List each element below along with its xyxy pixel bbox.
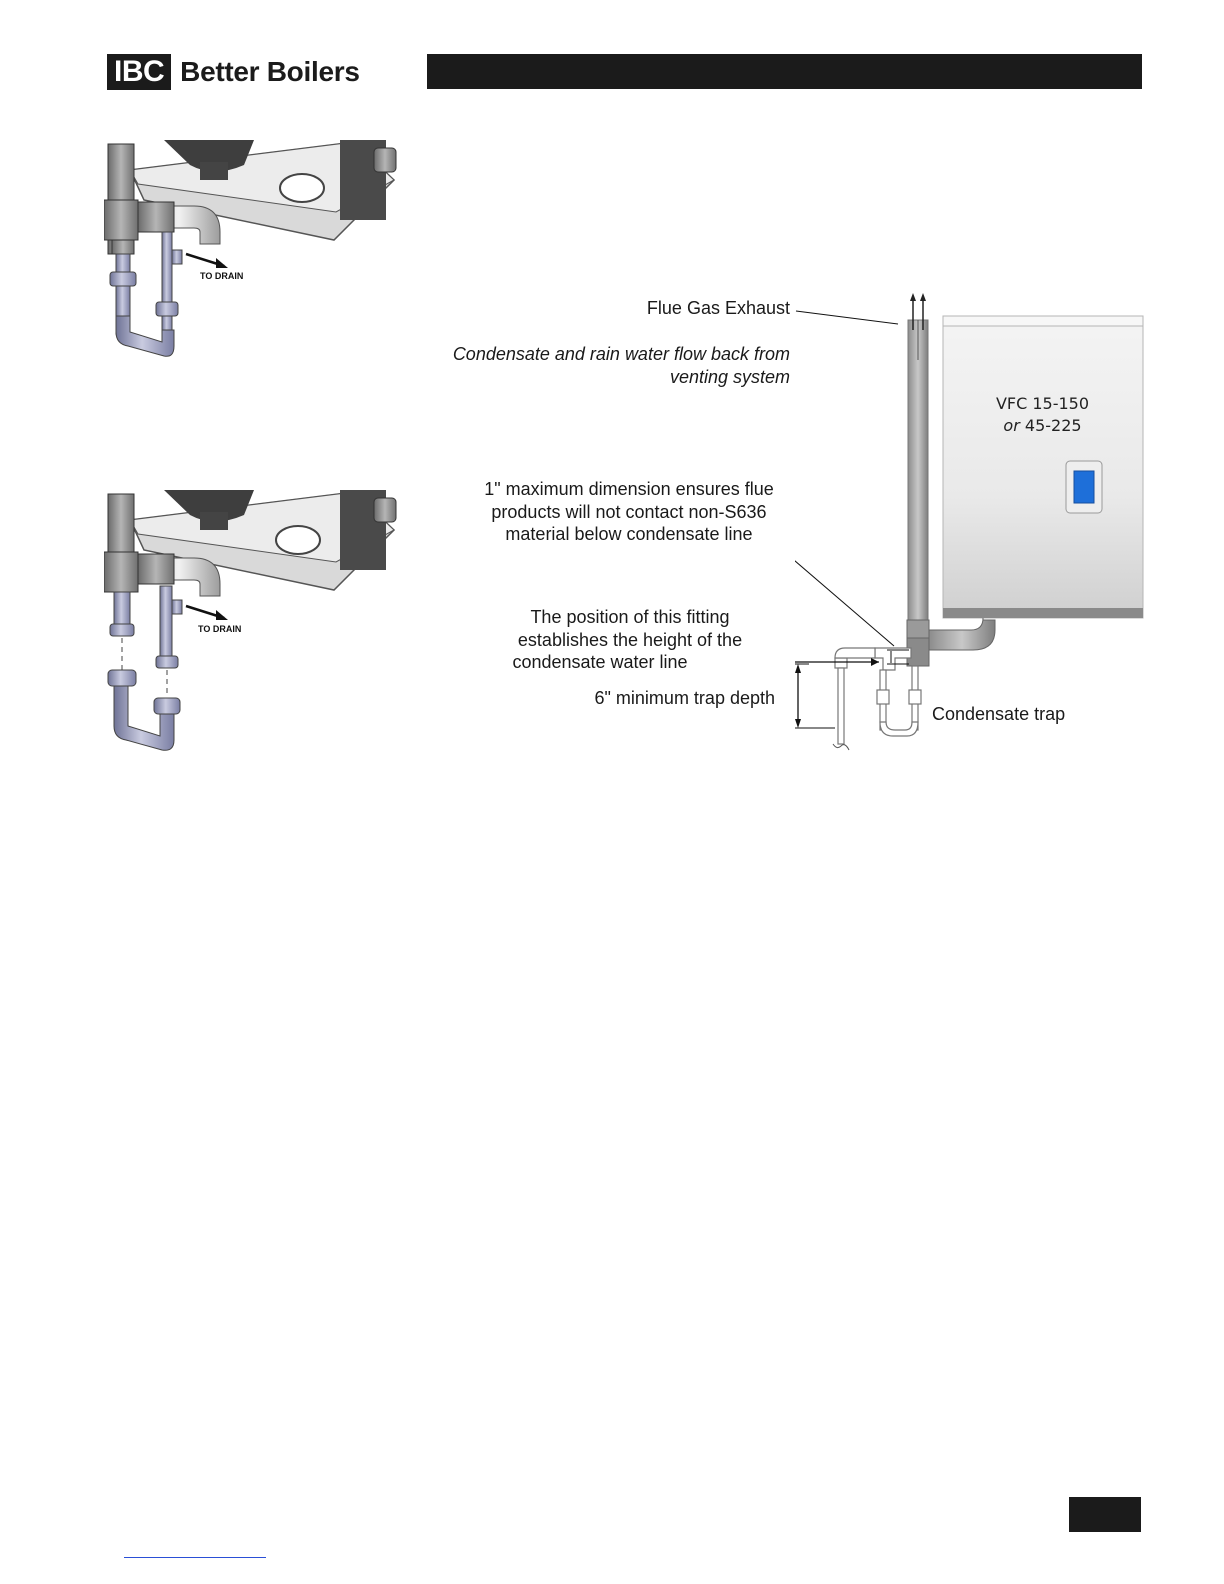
header-bar <box>427 54 1142 89</box>
to-drain-label: TO DRAIN <box>198 624 242 634</box>
footer-link-underline[interactable] <box>124 1557 266 1558</box>
fitting-line1: The position of this fitting <box>530 607 730 627</box>
condensate-trap-label: Condensate trap <box>932 704 1066 724</box>
boiler-model-label <box>970 393 1115 437</box>
fitting-line2: establishes the height of the <box>517 629 743 650</box>
page-number-box <box>1069 1497 1141 1532</box>
logo-mark: IBC <box>107 54 171 90</box>
boiler-model-number: 45-225 <box>1024 416 1082 435</box>
max-dimension-line1: 1" maximum dimension ensures flue <box>484 479 774 499</box>
trap-exploded-illustration <box>104 490 398 758</box>
trap-assembled-illustration <box>104 140 398 364</box>
flue-gas-exhaust-label: Flue Gas Exhaust <box>646 298 790 318</box>
to-drain-label: TO DRAIN <box>200 271 244 281</box>
trap-depth-label: 6" minimum trap depth <box>594 688 775 708</box>
condensate-flow-label <box>420 343 790 388</box>
max-dimension-line3: material below condensate line <box>505 524 753 544</box>
boiler-model-or: or <box>1003 416 1020 435</box>
condensate-diagram <box>795 290 1145 755</box>
condensate-flow-line1: Condensate and rain water flow back from <box>452 344 790 364</box>
brand-logo <box>107 54 360 90</box>
max-dimension-line2: products will not contact non-S636 <box>491 501 767 522</box>
boiler-model-line2 <box>970 415 1115 437</box>
boiler-model-line1: VFC 15-150 <box>995 394 1090 413</box>
logo-text: Better Boilers <box>180 56 360 87</box>
max-dimension-label <box>448 478 810 546</box>
condensate-flow-line2: venting system <box>669 366 790 387</box>
fitting-line3: condensate water line <box>512 652 688 672</box>
fitting-position-label <box>480 606 780 674</box>
